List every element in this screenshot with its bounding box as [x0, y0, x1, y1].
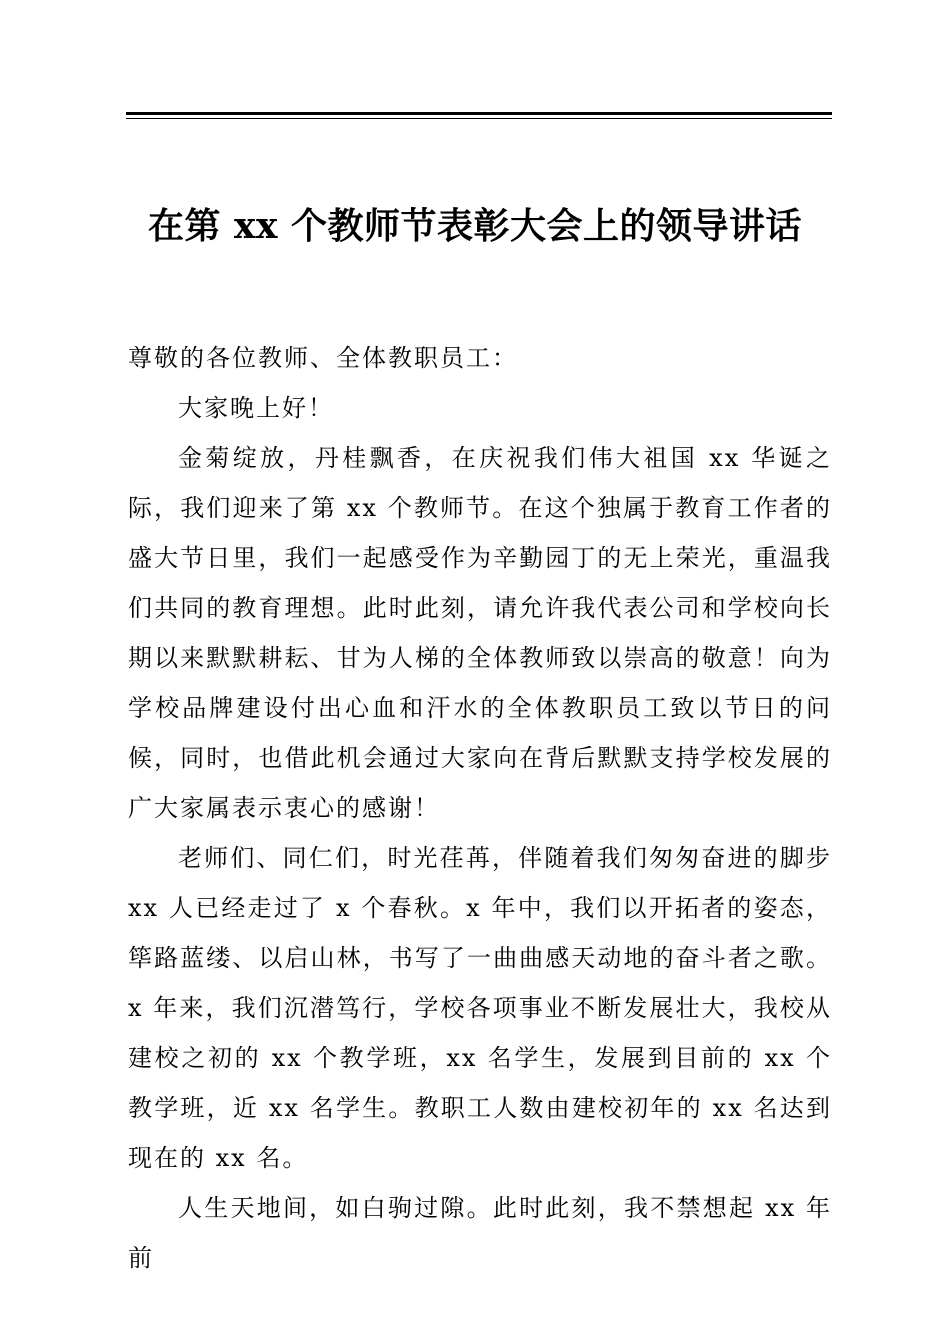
paragraph-1: 金菊绽放，丹桂飘香，在庆祝我们伟大祖国 xx 华诞之际，我们迎来了第 xx 个教师节。在这个独属于教育工作者的盛大节日里，我们一起感受作为辛勤园丁的无上荣光，重温我们共同的教育理想。此时此刻，请允许我代表公司和学校向长期以来默默耕耘、甘为人梯的全体教师致以崇高的敬意！向为学校品牌建设付出心血和汗水的全体教职员工致以节日的问候，同时，也借此机会通过大家向在背后默默支持学校发展的广大家属表示衷心的感谢！	[128, 444, 832, 822]
header-rule-thick	[126, 112, 832, 115]
salutation: 尊敬的各位教师、全体教职员工：	[128, 344, 518, 372]
document-title: 在第 xx 个教师节表彰大会上的领导讲话	[148, 205, 802, 247]
header-rule-thin	[126, 118, 832, 119]
document-body	[128, 333, 832, 1283]
paragraph-greeting: 大家晚上好！	[178, 394, 334, 422]
paragraph-3: 人生天地间，如白驹过隙。此时此刻，我不禁想起 xx 年前	[128, 1194, 832, 1272]
paragraph-2: 老师们、同仁们，时光荏苒，伴随着我们匆匆奋进的脚步 xx 人已经走过了 x 个春秋。x 年中，我们以开拓者的姿态，筚路蓝缕、以启山林，书写了一曲曲感天动地的奋斗者之歌。x 年来，我们沉潜笃行，学校各项事业不断发展壮大，我校从建校之初的 xx 个教学班，xx 名学生，发展到目前的 xx 个教学班，近 xx 名学生。教职工人数由建校初年的 xx 名达到现在的 xx 名。	[128, 844, 832, 1172]
